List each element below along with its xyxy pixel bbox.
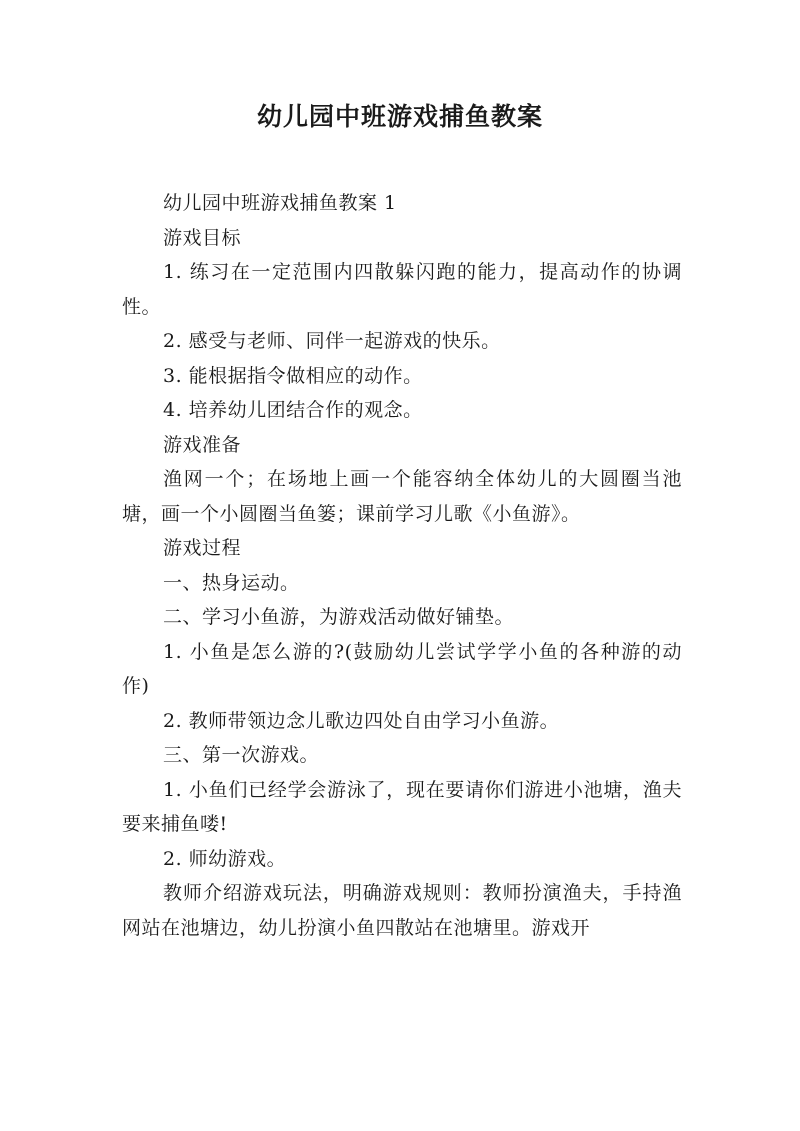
goal-item: 2. 感受与老师、同伴一起游戏的快乐。 <box>163 330 501 352</box>
goal-item: 1. 练习在一定范围内四散躲闪跑的能力，提高动作的协调性。 <box>122 261 682 318</box>
preparation-text: 渔网一个；在场地上画一个能容纳全体幼儿的大圆圈当池塘，画一个小圆圈当鱼篓；课前学习儿歌《小鱼游》。 <box>122 468 682 525</box>
process-step: 三、第一次游戏。 <box>163 744 320 766</box>
process-item: 1. 小鱼是怎么游的?(鼓励幼儿尝试学学小鱼的各种游的动作) <box>122 640 682 697</box>
process-step: 二、学习小鱼游，为游戏活动做好铺垫。 <box>163 606 515 628</box>
document-title: 幼儿园中班游戏捕鱼教案 <box>256 102 543 131</box>
process-item: 2. 师幼游戏。 <box>163 847 287 870</box>
document-body <box>122 186 682 945</box>
subheading-goals: 游戏目标 <box>163 226 242 249</box>
goal-item: 3. 能根据指令做相应的动作。 <box>163 364 423 387</box>
goal-item: 4. 培养幼儿团结合作的观念。 <box>163 399 423 421</box>
process-item: 1. 小鱼们已经学会游泳了，现在要请你们游进小池塘，渔夫要来捕鱼喽! <box>122 778 682 835</box>
subheading-preparation: 游戏准备 <box>163 433 242 456</box>
process-step: 一、热身运动。 <box>163 571 300 594</box>
process-text: 教师介绍游戏玩法，明确游戏规则：教师扮演渔夫，手持渔网站在池塘边，幼儿扮演小鱼四散站在池塘里。游戏开 <box>122 882 682 939</box>
section-heading: 幼儿园中班游戏捕鱼教案 1 <box>163 192 397 214</box>
process-item: 2. 教师带领边念儿歌边四处自由学习小鱼游。 <box>163 709 560 732</box>
subheading-process: 游戏过程 <box>163 537 242 559</box>
